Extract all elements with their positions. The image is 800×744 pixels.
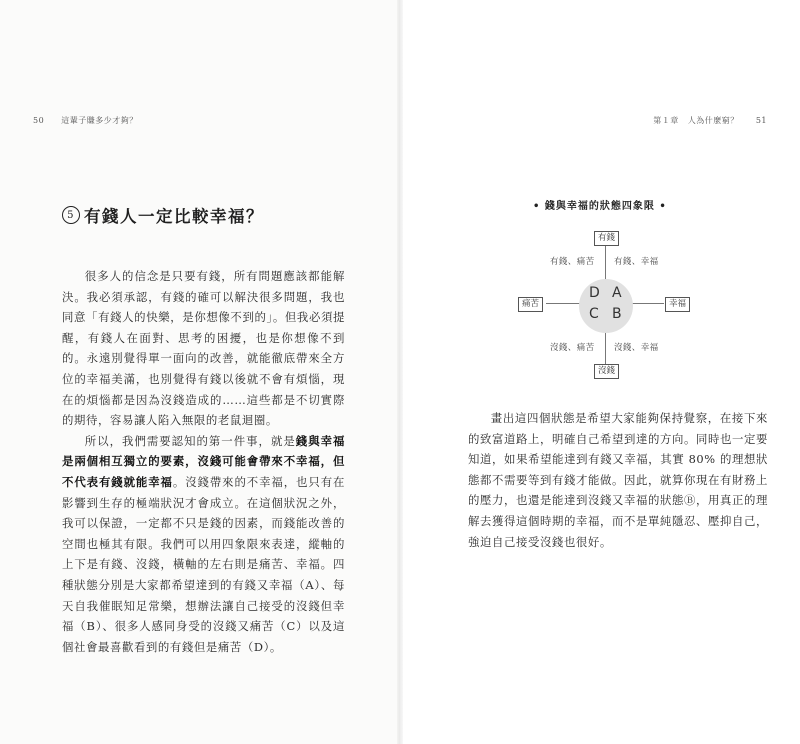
left-body-text	[62, 266, 345, 657]
quadrant-bottom-left-label: 沒錢、痛苦	[550, 343, 595, 353]
axis-label-right: 幸福	[665, 297, 690, 312]
right-header-chapter: 第１章	[653, 116, 679, 125]
right-body-text	[468, 408, 768, 552]
right-page-number: 51	[755, 116, 767, 125]
diagram-center-circle	[579, 279, 633, 333]
axis-label-top: 有錢	[594, 231, 619, 246]
quadrant-letter-c: C	[589, 306, 599, 322]
quadrant-bottom-right-label: 沒錢、幸福	[614, 343, 659, 353]
text-run: 所以，我們需要認知的第一件事，就是	[84, 433, 296, 448]
right-paragraph: 畫出這四個狀態是希望大家能夠保持覺察，在接下來的致富道路上，明確自己希望到達的方向。同時也一定要知道，如果希望能達到有錢又幸福，其實 80% 的理想狀態都不需要等到有錢才能做。因此，就算你現在有財務上的壓力，也還是能達到沒錢又幸福的狀態Ⓑ，用真正的理解去獲得這個時期的幸福，而不是單純隱忍、壓抑自己，強迫自己接受沒錢也很好。	[468, 411, 768, 549]
quadrant-letter-d: D	[589, 285, 600, 301]
quadrant-letter-a: A	[612, 285, 622, 301]
quadrant-top-right-label: 有錢、幸福	[614, 257, 659, 267]
text-run: 。沒錢帶來的不幸福，也只有在影響到生存的極端狀況才會成立。在這個狀況之外，我可以保證，一定都不只是錢的因素，而錢能改善的空間也極其有限。我們可以用四象限來表達，縱軸的上下是有錢、沒錢，橫軸的左右則是痛苦、幸福。四種狀態分別是大家都希望達到的有錢又幸福（A）、每天自我催眠知足常樂，想辦法讓自己接受的沒錢但幸福（B）、很多人感同身受的沒錢又痛苦（C）以及這個社會最喜歡看到的有錢但是痛苦（D）。	[62, 474, 346, 654]
right-header-title: 人為什麼窮？	[687, 116, 739, 125]
book-gutter	[397, 0, 403, 744]
left-header-title: 這輩子賺多少才夠？	[61, 116, 138, 125]
section-title-text: 有錢人一定比較幸福？	[84, 207, 264, 226]
section-title	[62, 203, 264, 227]
right-running-header	[653, 115, 767, 126]
left-paragraph-1	[62, 266, 345, 431]
quadrant-top-left-label: 有錢、痛苦	[550, 257, 595, 267]
axis-label-bottom: 沒錢	[594, 364, 619, 379]
text-run: 很多人的信念是只要有錢，所有問題應該都能解決。我必須承認，有錢的確可以解決很多問題，我也同意「有錢人的快樂，是你想像不到的」。但我必須提醒，有錢人在面對、思考的困擾，也是你想像不到的。永遠別覺得單一面向的改善，就能徹底帶來全方位的幸福美滿，也別覺得有錢以後就不會有煩惱，現在的煩惱都是因為沒錢造成的……這些都是不切實際的期待，容易讓人陷入無限的老鼠迴圈。	[62, 269, 345, 428]
quadrant-letter-b: B	[612, 306, 622, 322]
left-running-header	[33, 115, 138, 126]
left-page-number: 50	[33, 116, 45, 125]
bold-text-run: 錢與幸福是兩個相互獨立的要素，沒錢可能會帶來不幸福，但不代表有錢就能幸福	[62, 433, 346, 489]
axis-label-left: 痛苦	[518, 297, 543, 312]
left-paragraph-2	[62, 431, 345, 658]
section-number-marker: 5	[62, 206, 80, 224]
diagram-title: • 錢與幸福的狀態四象限 •	[533, 201, 667, 212]
